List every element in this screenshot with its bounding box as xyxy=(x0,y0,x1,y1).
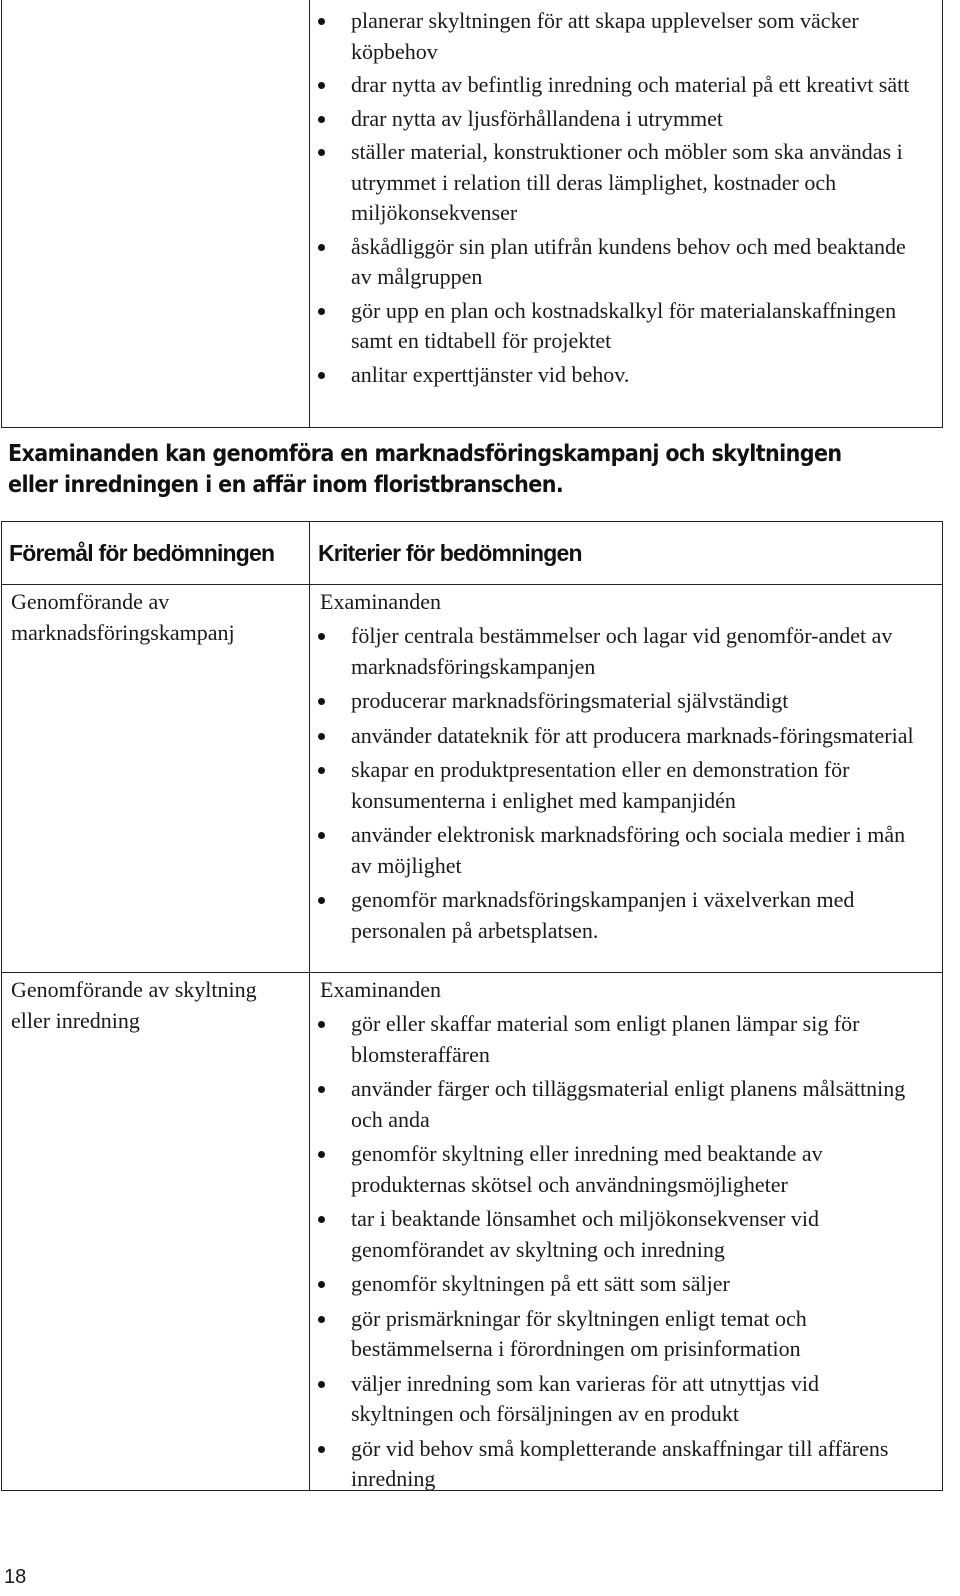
list-item: åskådliggör sin plan utifrån kundens behov och med beaktande av målgruppen xyxy=(317,232,917,293)
header-row-divider xyxy=(1,584,943,585)
column-header-object: Föremål för bedömningen xyxy=(9,540,275,566)
list-item: planerar skyltningen för att skapa upplevelser som väcker köpbehov xyxy=(317,6,917,67)
criteria-intro: Examinanden xyxy=(320,977,441,1002)
column-header-criteria: Kriterier för bedömningen xyxy=(318,540,582,566)
list-item: använder datateknik för att producera marknads-föringsmaterial xyxy=(317,721,917,752)
assessment-object: Genomförande av skyltning eller inredning xyxy=(11,977,257,1033)
list-item: anlitar experttjänster vid behov. xyxy=(317,360,917,391)
list-item: följer centrala bestämmelser och lagar vid genomför-andet av marknadsföringskampanjen xyxy=(317,621,917,682)
top-table-divider xyxy=(309,0,310,428)
criteria-list xyxy=(317,621,917,950)
list-item: gör eller skaffar material som enligt planen lämpar sig för blomsteraffären xyxy=(317,1009,917,1070)
list-item: drar nytta av ljusförhållandena i utrymmet xyxy=(317,104,917,135)
list-item: väljer inredning som kan varieras för att utnyttjas vid skyltningen och försäljningen av en produkt xyxy=(317,1369,917,1430)
list-item: drar nytta av befintlig inredning och material på ett kreativt sätt xyxy=(317,70,917,101)
list-item: gör vid behov små kompletterande anskaffningar till affärens inredning xyxy=(317,1434,917,1495)
list-item: producerar marknadsföringsmaterial självständigt xyxy=(317,686,917,717)
criteria-list xyxy=(317,1009,917,1499)
list-item: gör prismärkningar för skyltningen enligt temat och bestämmelserna i förordningen om prisinformation xyxy=(317,1304,917,1365)
list-item: gör upp en plan och kostnadskalkyl för materialanskaffningen samt en tidtabell för projektet xyxy=(317,296,917,357)
top-criteria-list xyxy=(317,6,917,394)
assessment-table-divider xyxy=(309,521,310,1491)
section-heading: Examinanden kan genomföra en marknadsföringskampanj och skyltningen eller inredningen i en affär inom floristbranschen. xyxy=(8,441,842,498)
page-number: 18 xyxy=(4,1566,27,1588)
list-item: genomför skyltning eller inredning med beaktande av produkternas skötsel och användningsmöjligheter xyxy=(317,1139,917,1200)
list-item: ställer material, konstruktioner och möbler som ska användas i utrymmet i relation till deras lämplighet, kostnader och miljökonsekvenser xyxy=(317,137,917,229)
row-divider xyxy=(1,972,943,973)
assessment-object: Genomförande av marknadsföringskampanj xyxy=(11,589,235,645)
list-item: använder elektronisk marknadsföring och sociala medier i mån av möjlighet xyxy=(317,820,917,881)
list-item: använder färger och tilläggsmaterial enligt planens målsättning och anda xyxy=(317,1074,917,1135)
list-item: genomför marknadsföringskampanjen i växelverkan med personalen på arbetsplatsen. xyxy=(317,885,917,946)
criteria-intro: Examinanden xyxy=(320,589,441,614)
list-item: genomför skyltningen på ett sätt som säljer xyxy=(317,1269,917,1300)
list-item: skapar en produktpresentation eller en demonstration för konsumenterna i enlighet med kampanjidén xyxy=(317,755,917,816)
list-item: tar i beaktande lönsamhet och miljökonsekvenser vid genomförandet av skyltning och inredning xyxy=(317,1204,917,1265)
